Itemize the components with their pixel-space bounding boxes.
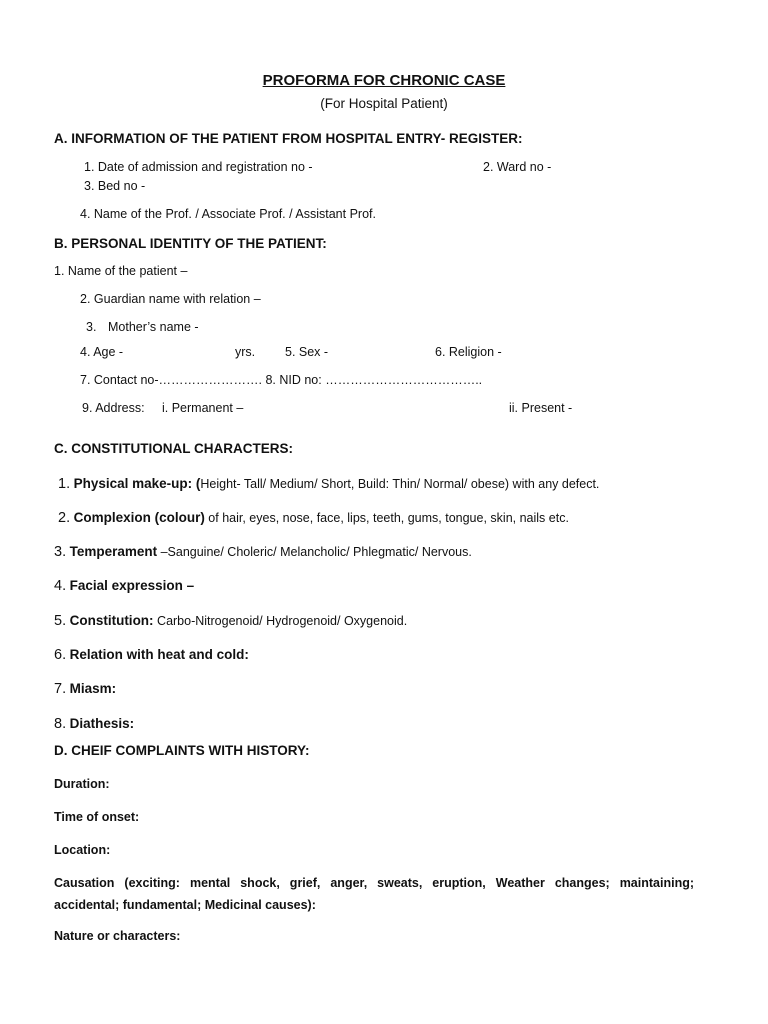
constitution-item-number: 4. — [54, 578, 67, 594]
constitution-item-label: Constitution: — [69, 613, 154, 628]
constitution-item-label: Temperament — [69, 544, 158, 559]
document-subtitle: (For Hospital Patient) — [320, 96, 448, 111]
section-b-address-permanent: i. Permanent – — [162, 401, 244, 415]
section-a-item-4: 4. Name of the Prof. / Associate Prof. / Assistant Prof. — [80, 207, 376, 221]
section-b-item-4: 4. Age - — [80, 345, 124, 359]
constitution-item-4 — [54, 578, 194, 594]
constitution-item-label: Diathesis: — [69, 716, 135, 731]
constitution-item-number: 6. — [54, 647, 67, 663]
section-b-item-1: 1. Name of the patient – — [54, 264, 188, 278]
constitution-item-5 — [54, 613, 407, 629]
section-b-item-3-number: 3. — [86, 320, 97, 334]
constitution-item-number: 5. — [54, 613, 67, 629]
constitution-item-7 — [54, 681, 116, 697]
constitution-item-label: Relation with heat and cold: — [69, 647, 249, 662]
section-d-causation: Causation (exciting: mental shock, grief, anger, sweats, eruption, Weather changes; maintaining; accidental; fundamental; Medicinal causes): — [54, 876, 694, 912]
section-a-item-2: 2. Ward no - — [483, 160, 552, 174]
section-d-time-of-onset: Time of onset: — [54, 810, 140, 824]
constitution-item-6 — [54, 647, 249, 663]
constitution-item-text: Carbo-Nitrogenoid/ Hydrogenoid/ Oxygenoid. — [153, 614, 408, 628]
constitution-item-label: Facial expression – — [69, 578, 195, 593]
constitution-item-label: Complexion (colour) — [73, 510, 205, 525]
section-b-item-5: 5. Sex - — [285, 345, 329, 359]
constitution-item-text: of hair, eyes, nose, face, lips, teeth, gums, tongue, skin, nails etc. — [204, 511, 569, 525]
constitution-item-text: Height- Tall/ Medium/ Short, Build: Thin/ Normal/ obese) with any defect. — [200, 477, 600, 491]
constitution-item-2 — [58, 510, 569, 526]
constitution-item-number: 1. — [58, 476, 71, 492]
document-title: PROFORMA FOR CHRONIC CASE — [262, 72, 506, 89]
section-d-heading: D. CHEIF COMPLAINTS WITH HISTORY: — [54, 743, 310, 758]
section-d-nature: Nature or characters: — [54, 929, 181, 943]
section-d-duration: Duration: — [54, 777, 110, 791]
constitution-item-3 — [54, 544, 472, 560]
section-c-heading: C. CONSTITUTIONAL CHARACTERS: — [54, 441, 293, 456]
section-b-item-6: 6. Religion - — [435, 345, 502, 359]
section-a-item-3: 3. Bed no - — [84, 179, 146, 193]
constitution-item-label: Miasm: — [69, 681, 117, 696]
constitution-item-number: 2. — [58, 510, 71, 526]
section-b-item-4-unit: yrs. — [235, 345, 256, 359]
section-a-heading: A. INFORMATION OF THE PATIENT FROM HOSPITAL ENTRY- REGISTER: — [54, 131, 523, 146]
section-b-address-present: ii. Present - — [509, 401, 573, 415]
constitution-item-number: 7. — [54, 681, 67, 697]
constitution-item-number: 3. — [54, 544, 67, 560]
constitution-item-8 — [54, 716, 134, 732]
constitution-item-1 — [58, 476, 599, 492]
constitution-item-label: Physical make-up: ( — [73, 476, 201, 491]
section-a-item-1: 1. Date of admission and registration no - — [84, 160, 313, 174]
section-d-location: Location: — [54, 843, 111, 857]
constitution-item-text: –Sanguine/ Choleric/ Melancholic/ Phlegmatic/ Nervous. — [157, 545, 472, 559]
section-b-item-9: 9. Address: — [82, 401, 145, 415]
section-b-item-3: Mother’s name - — [108, 320, 199, 334]
section-b-item-2: 2. Guardian name with relation – — [80, 292, 261, 306]
constitution-item-number: 8. — [54, 716, 67, 732]
section-b-item-7-8: 7. Contact no-……………………. 8. NID no: ……………………………….. — [80, 373, 483, 387]
section-b-heading: B. PERSONAL IDENTITY OF THE PATIENT: — [54, 236, 327, 251]
